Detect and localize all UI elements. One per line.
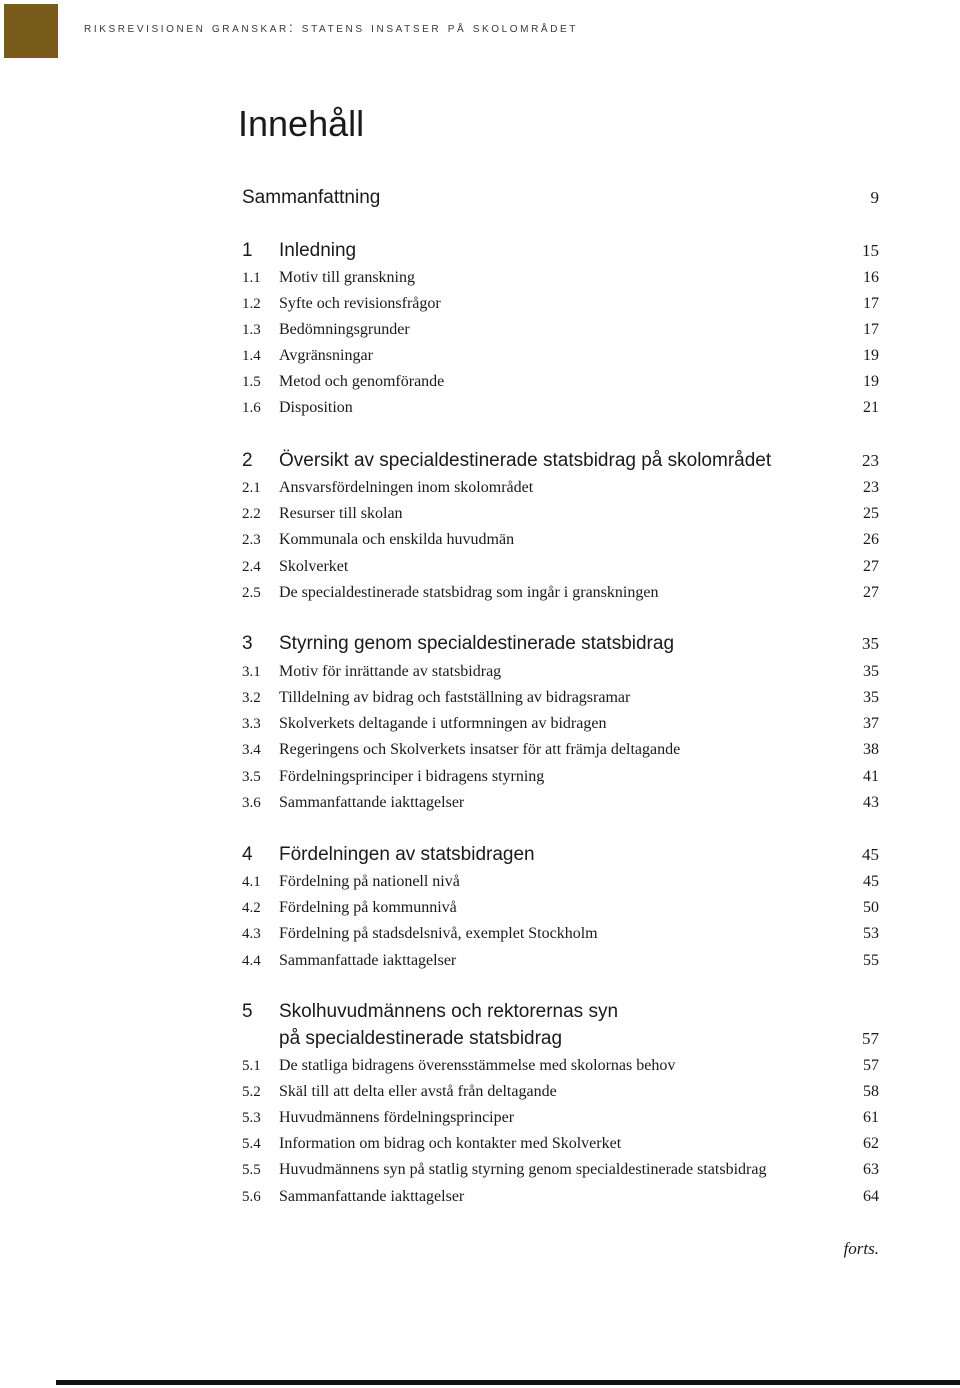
section-title: Huvudmännens syn på statlig styrning genom specialdestinerade statsbidrag [279, 1161, 767, 1178]
section-page: 26 [863, 531, 879, 548]
toc-section[interactable] [0, 557, 960, 577]
section-title: Skolverkets deltagande i utformningen av bidragen [279, 715, 607, 732]
section-page: 64 [863, 1188, 879, 1205]
chapter-title: Skolhuvudmännens och rektorernas syn [279, 1001, 619, 1022]
toc-section[interactable] [0, 372, 960, 392]
section-title: Fördelningsprinciper i bidragens styrning [279, 768, 545, 785]
chapter-number: 1 [242, 240, 253, 261]
section-title: Regeringens och Skolverkets insatser för att främja deltagande [279, 741, 681, 758]
chapter-number: 3 [242, 633, 253, 654]
section-title: Disposition [279, 399, 353, 416]
toc-chapter-4[interactable] [0, 843, 960, 867]
section-number: 2.2 [242, 506, 261, 522]
section-title: Fördelning på stadsdelsnivå, exemplet Stockholm [279, 925, 598, 942]
section-page: 23 [863, 479, 879, 496]
chapter-title: Inledning [279, 240, 357, 261]
section-page: 21 [863, 399, 879, 416]
toc-entry-label: Sammanfattning [242, 187, 381, 208]
section-title: Tilldelning av bidrag och fastställning av bidragsramar [279, 689, 631, 706]
section-page: 16 [863, 269, 879, 286]
toc-section[interactable] [0, 767, 960, 787]
section-title: Kommunala och enskilda huvudmän [279, 531, 515, 548]
section-page: 19 [863, 347, 879, 364]
toc-section[interactable] [0, 583, 960, 603]
toc-section[interactable] [0, 951, 960, 971]
toc-section[interactable] [0, 662, 960, 682]
section-page: 19 [863, 373, 879, 390]
section-number: 3.2 [242, 690, 261, 706]
section-title: Metod och genomförande [279, 373, 445, 390]
toc-chapter-1[interactable] [0, 239, 960, 263]
section-page: 50 [863, 899, 879, 916]
section-title: De statliga bidragens överensstämmelse med skolornas behov [279, 1057, 676, 1074]
toc-section[interactable] [0, 1160, 960, 1180]
toc-section[interactable] [0, 504, 960, 524]
section-number: 5.1 [242, 1058, 261, 1074]
toc-section[interactable] [0, 320, 960, 340]
section-number: 1.3 [242, 322, 261, 338]
section-title: Information om bidrag och kontakter med Skolverket [279, 1135, 622, 1152]
toc-section[interactable] [0, 898, 960, 918]
accent-block [4, 4, 58, 58]
section-page: 58 [863, 1083, 879, 1100]
section-page: 17 [863, 295, 879, 312]
section-page: 55 [863, 952, 879, 969]
section-title: Sammanfattande iakttagelser [279, 1188, 465, 1205]
toc-section[interactable] [0, 688, 960, 708]
section-title: Motiv för inrättande av statsbidrag [279, 663, 502, 680]
section-number: 1.2 [242, 296, 261, 312]
toc-entry-summary[interactable] [0, 186, 960, 210]
chapter-number: 4 [242, 844, 253, 865]
section-page: 35 [863, 689, 879, 706]
section-number: 4.2 [242, 900, 261, 916]
section-title: Sammanfattade iakttagelser [279, 952, 457, 969]
section-number: 4.3 [242, 926, 261, 942]
toc-section[interactable] [0, 872, 960, 892]
section-page: 61 [863, 1109, 879, 1126]
chapter-page: 45 [862, 845, 879, 864]
page-title: Innehåll [238, 103, 365, 144]
section-number: 2.1 [242, 480, 261, 496]
section-number: 4.1 [242, 874, 261, 890]
chapter-page: 15 [862, 241, 879, 260]
section-number: 1.4 [242, 348, 261, 364]
section-number: 2.5 [242, 585, 261, 601]
section-number: 3.3 [242, 716, 261, 732]
toc-chapter-5[interactable] [0, 1000, 960, 1024]
section-title: Motiv till granskning [279, 269, 415, 286]
section-page: 41 [863, 768, 879, 785]
section-page: 63 [863, 1161, 879, 1178]
section-title: Resurser till skolan [279, 505, 403, 522]
section-number: 5.6 [242, 1189, 261, 1205]
toc-section[interactable] [0, 924, 960, 944]
section-page: 17 [863, 321, 879, 338]
section-page: 53 [863, 925, 879, 942]
toc-chapter-3[interactable] [0, 632, 960, 656]
section-title: Bedömningsgrunder [279, 321, 410, 338]
toc-chapter-2[interactable] [0, 449, 960, 473]
footer-rule [56, 1380, 960, 1385]
section-number: 3.4 [242, 742, 261, 758]
section-number: 1.6 [242, 400, 261, 416]
toc-section[interactable] [0, 1187, 960, 1207]
section-number: 5.2 [242, 1084, 261, 1100]
chapter-title-line2: på specialdestinerade statsbidrag [279, 1028, 563, 1049]
toc-section[interactable] [0, 793, 960, 813]
chapter-title: Styrning genom specialdestinerade statsbidrag [279, 633, 675, 654]
section-number: 3.5 [242, 769, 261, 785]
section-title: Avgränsningar [279, 347, 373, 364]
toc-entry-page: 9 [870, 188, 879, 207]
toc-section[interactable] [0, 530, 960, 550]
toc-section[interactable] [0, 714, 960, 734]
section-number: 2.3 [242, 532, 261, 548]
section-page: 27 [863, 558, 879, 575]
section-title: De specialdestinerade statsbidrag som ingår i granskningen [279, 584, 659, 601]
chapter-title: Översikt av specialdestinerade statsbidrag på skolområdet [279, 450, 772, 471]
toc-section[interactable] [0, 1134, 960, 1154]
section-title: Sammanfattande iakttagelser [279, 794, 465, 811]
toc-section[interactable] [0, 740, 960, 760]
section-page: 43 [863, 794, 879, 811]
toc-section[interactable] [0, 1082, 960, 1102]
section-number: 4.4 [242, 953, 261, 969]
section-number: 5.5 [242, 1162, 261, 1178]
section-title: Syfte och revisionsfrågor [279, 295, 441, 312]
chapter-page: 57 [862, 1029, 879, 1048]
section-page: 62 [863, 1135, 879, 1152]
section-title: Huvudmännens fördelningsprinciper [279, 1109, 515, 1126]
section-number: 5.4 [242, 1136, 261, 1152]
section-number: 5.3 [242, 1110, 261, 1126]
continued-note: forts. [843, 1239, 879, 1258]
section-page: 25 [863, 505, 879, 522]
section-number: 1.5 [242, 374, 261, 390]
section-title: Ansvarsfördelningen inom skolområdet [279, 479, 534, 496]
section-page: 35 [863, 663, 879, 680]
section-page: 45 [863, 873, 879, 890]
toc-section[interactable] [0, 398, 960, 418]
section-title: Fördelning på nationell nivå [279, 873, 460, 890]
toc-section[interactable] [0, 478, 960, 498]
chapter-page: 35 [862, 634, 879, 653]
toc-section[interactable] [0, 294, 960, 314]
section-number: 3.1 [242, 664, 261, 680]
toc-section[interactable] [0, 346, 960, 366]
section-title: Skäl till att delta eller avstå från deltagande [279, 1083, 557, 1100]
toc-section[interactable] [0, 268, 960, 288]
toc-chapter-5-continued[interactable] [0, 1027, 960, 1051]
section-page: 57 [863, 1057, 879, 1074]
section-number: 1.1 [242, 270, 261, 286]
section-number: 2.4 [242, 559, 261, 575]
section-page: 37 [863, 715, 879, 732]
section-page: 27 [863, 584, 879, 601]
toc-section[interactable] [0, 1108, 960, 1128]
chapter-page: 23 [862, 451, 879, 470]
running-header: riksrevisionen granskar: statens insatser på skolområdet [84, 19, 579, 35]
section-title: Skolverket [279, 558, 349, 575]
section-title: Fördelning på kommunnivå [279, 899, 457, 916]
section-page: 38 [863, 741, 879, 758]
chapter-title: Fördelningen av statsbidragen [279, 844, 535, 865]
toc-section[interactable] [0, 1056, 960, 1076]
chapter-number: 5 [242, 1001, 253, 1022]
chapter-number: 2 [242, 450, 253, 471]
section-number: 3.6 [242, 795, 261, 811]
